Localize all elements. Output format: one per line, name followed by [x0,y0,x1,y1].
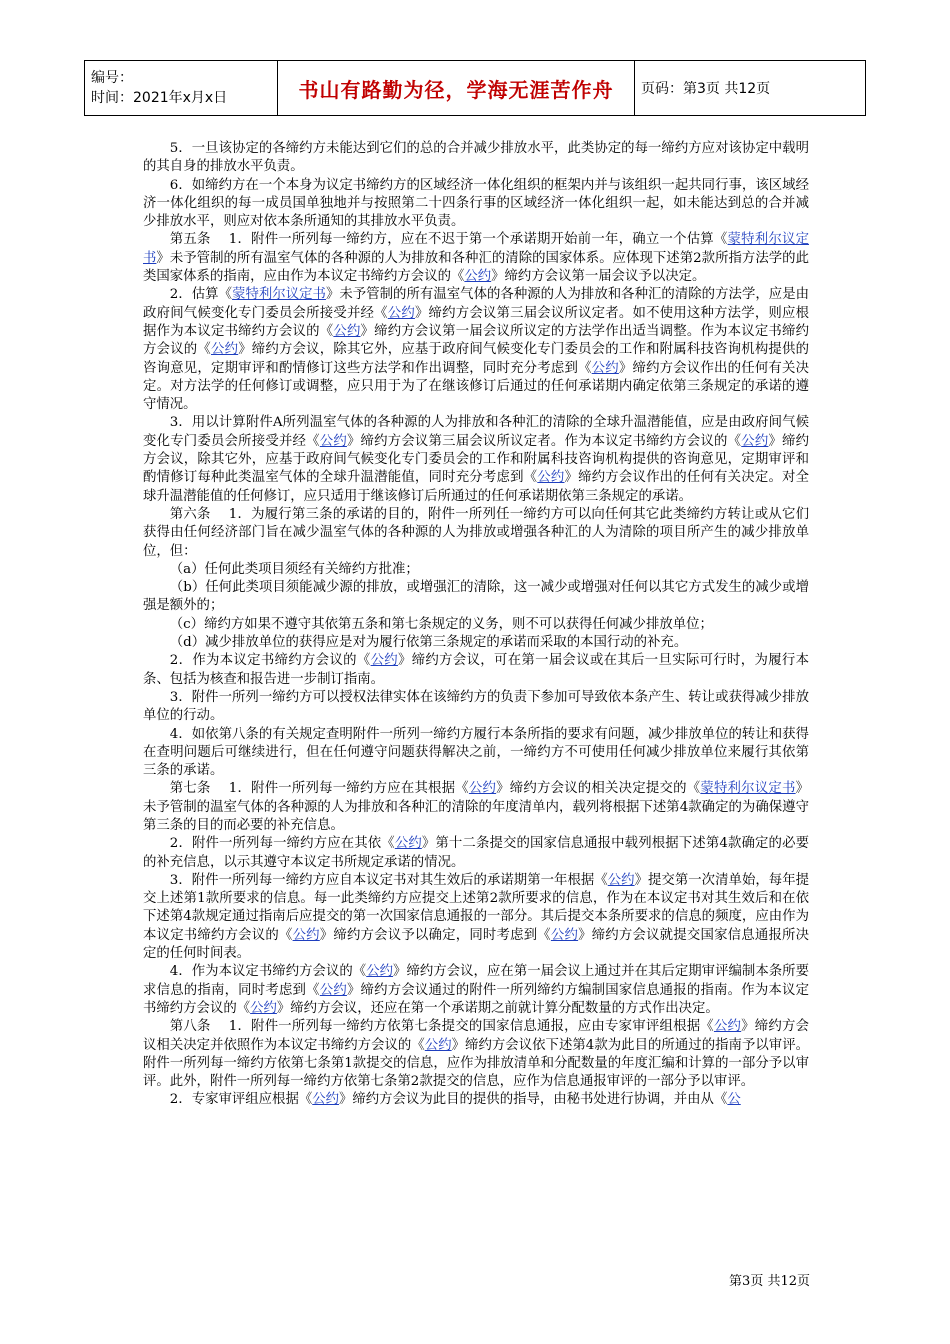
paragraph-text: 》未予管制的所有温室气体的各种源的人为排放和各种汇的清除的方法学，应是由政府间气候变化专门委员会所接受并经《 [143,287,810,321]
paragraph-text: （c）缔约方如果不遵守其依第五条和第七条规定的义务，则不可以获得任何减少排放单位； [169,616,713,632]
paragraph-text: 》缔约方会议依下述第4款为此目的所通过的指南予以审评。附件一所列每一缔约方依第七条第1款提交的信息，应作为排放清单和分配数量的年度汇编和计算的一部分予以审评。此外，附件一所列每一缔约方依第七条第2款提交的信息，应作为信息通报审评的一部分予以审评。 [143,1037,810,1090]
paragraph-text: 》缔约方会议，除其它外，应基于政府间气候变化专门委员会的工作和附属科技咨询机构提供的咨询意见，定期审评和酌情修订这些方法学和作出调整，同时充分考虑到《 [143,342,810,376]
paragraph-text: 3．附件一所列一缔约方可以授权法律实体在该缔约方的负责下参加可导致依本条产生、转让或获得减少排放单位的行动。 [143,689,809,724]
paragraph [143,616,809,634]
paragraph [143,286,809,414]
reference-link[interactable]: 公约 [550,927,579,943]
paragraph [143,1018,809,1091]
paragraph-text: 4．作为本议定书缔约方会议的《 [169,964,367,980]
reference-link[interactable]: 公约 [468,781,497,797]
reference-link[interactable]: 公约 [387,305,415,321]
paragraph [143,634,809,652]
paragraph [143,140,809,177]
reference-link[interactable]: 公约 [319,982,347,998]
paragraph [143,579,809,616]
paragraph [143,231,809,286]
reference-link[interactable]: 公约 [312,1092,340,1108]
paragraph-text: 》缔约方会议，可在第一届会议或在其后一旦实际可行时，为履行本条、包括为核查和报告进一步制订指南。 [143,653,810,687]
paragraph-text: 6．如缔约方在一个本身为议定书缔约方的区域经济一体化组织的框架内并与该组织一起共同行事，该区域经济一体化组织的每一成员国单独地并与按照第二十四条行事的区域经济一体化组织一起，如未能达到总的合并减少排放水平，则应对依本条所通知的其排放水平负责。 [143,177,809,230]
paragraph [143,506,809,561]
reference-link[interactable]: 公约 [713,1019,742,1035]
paragraph-text: 3．用以计算附件A所列温室气体的各种源的人为排放和各种汇的清除的全球升温潜能值，应是由政府间气候变化专门委员会所接受并经《 [143,415,809,449]
page-footer: 第3页 共12页 [729,1274,810,1289]
paragraph-text: 》缔约方会议就提交国家信息通报所决定的任何时间表。 [143,927,810,962]
paragraph-text: 》缔约方会议予以确定，同时考虑到《 [319,927,551,943]
paragraph [143,835,809,872]
paragraph-text: 》缔约方会议，除其它外，应基于政府间气候变化专门委员会的工作和附属科技咨询机构提供的咨询意见，定期审评和酌情修订每种此类温室气体的全球升温潜能值，同时充分考虑到《 [143,433,810,486]
paragraph-text: 》缔约方会议第三届会议所议定者。作为本议定书缔约方会议的《 [346,433,742,449]
paragraph-text: 3．附件一所列每一缔约方应自本议定书对其生效后的承诺期第一年根据《 [169,872,608,888]
paragraph-text: 》缔约方会议，应在第一届会议上通过并在其后定期审评编制本条所要求信息的指南，同时考虑到《 [143,964,809,998]
paragraph-text: 》未予管制的所有温室气体的各种源的人为排放和各种汇的清除的国家体系。应体现下述第2款所指方法学的此类国家体系的指南，应由作为本议定书缔约方会议的《 [143,250,809,285]
paragraph-text: （d）减少排放单位的获得应是对为履行依第三条规定的承诺而采取的本国行动的补充。 [169,635,688,651]
header-slogan: 书山有路勤为径，学海无涯苦作舟 [278,61,635,116]
header-page-info: 页码：第3页 共12页 [635,61,866,116]
paragraph [143,689,809,726]
paragraph-text: 第八条 1．附件一所列每一缔约方依第七条提交的国家信息通报，应由专家审评组根据《 [169,1019,714,1035]
paragraph [143,561,809,579]
reference-link[interactable]: 公约 [210,342,239,358]
reference-link[interactable]: 公约 [366,964,394,980]
paragraph-text: 2．估算《 [169,287,233,303]
paragraph [143,872,809,963]
paragraph-text: 》缔约方会议第三届会议所议定者。如不使用这种方法学，则应根据作为本议定书缔约方会议的《 [143,305,810,339]
paragraph [143,414,809,505]
document-body [143,140,809,1110]
paragraph-text: 2．附件一所列每一缔约方应在其依《 [169,836,395,852]
paragraph [143,780,809,835]
reference-link[interactable]: 蒙特利尔议定书 [232,287,326,303]
paragraph-text: 第五条 1．附件一所列每一缔约方，应在不迟于第一个承诺期开始前一年，确立一个估算《 [169,232,728,248]
paragraph-text: 》缔约方会议通过的附件一所列缔约方编制国家信息通报的指南。作为本议定书缔约方会议的《 [143,982,810,1016]
paragraph-text: 》缔约方会议第一届会议所议定的方法学作出适当调整。作为本议定书缔约方会议的《 [143,323,810,358]
paragraph [143,652,809,689]
reference-link[interactable]: 公约 [464,269,492,285]
paragraph [143,1091,809,1109]
paragraph-text: 第七条 1．附件一所列每一缔约方应在其根据《 [169,781,469,797]
paragraph-text: 》未予管制的温室气体的各种源的人为排放和各种汇的清除的年度清单内，载列将根据下述第4款确定的为确保遵守第三条的目的而必要的补充信息。 [143,781,810,833]
paragraph-text: 4．如依第八条的有关规定查明附件一所列一缔约方履行本条所指的要求有问题，减少排放单位的转让和获得在查明问题后可继续进行，但在任何遵守问题获得解决之前，一缔约方不可使用任何减少排放单位来履行其依第三条的承诺。 [143,726,809,779]
reference-link[interactable]: 公约 [741,433,769,449]
paragraph-text: 2．专家审评组应根据《 [169,1092,313,1108]
reference-link[interactable]: 公约 [424,1037,452,1053]
header-left-cell [85,61,278,116]
reference-link[interactable]: 公约 [591,360,619,376]
reference-link[interactable]: 公约 [250,1000,277,1016]
reference-link[interactable]: 蒙特利尔议定书 [143,232,810,266]
header-table [84,60,866,116]
paragraph-text: （a）任何此类项目须经有关缔约方批准； [169,561,419,577]
paragraph-text: 》缔约方会议作出的任何有关决定。对方法学的任何修订或调整，应只用于为了在继该修订后通过的任何承诺期内确定依第三条规定的承诺的遵守情况。 [143,360,810,413]
reference-link[interactable]: 公约 [607,872,635,888]
paragraph [143,963,809,1018]
paragraph-text: 》缔约方会议的相关决定提交的《 [496,781,701,797]
paragraph-text: 5．一旦该协定的各缔约方未能达到它们的总的合并减少排放水平，此类协定的每一缔约方应对该协定中载明的其自身的排放水平负责。 [143,141,809,175]
paragraph-text: 》缔约方会议，还应在第一个承诺期之前就计算分配数量的方式作出决定。 [276,1000,719,1016]
paragraph-text: 》缔约方会议为此目的提供的指导，由秘书处进行协调，并由从《 [339,1092,728,1108]
reference-link[interactable]: 公约 [333,323,361,339]
reference-link[interactable]: 公约 [292,927,320,943]
time-label: 时间：2021年x月x日 [91,90,228,106]
paragraph [143,726,809,781]
paragraph-text: 》缔约方会议作出的任何有关决定。对全球升温潜能值的任何修订，应只适用于继该修订后所通过的任何承诺期依第三条规定的承诺。 [143,470,810,504]
reference-link[interactable]: 公约 [537,470,565,486]
paragraph-text: 》第十二条提交的国家信息通报中载列根据下述第4款确定的必要的补充信息，以示其遵守本议定书所规定承诺的情况。 [143,836,809,870]
paragraph-text: 》缔约方会议第一届会议予以决定。 [491,269,706,285]
paragraph-text: 》缔约方会议相关决定并依照作为本议定书缔约方会议的《 [143,1019,810,1053]
reference-link[interactable]: 公约 [394,836,422,852]
reference-link[interactable]: 公 [727,1092,741,1108]
paragraph-text: 》提交第一次清单始，每年提交上述第1款所要求的信息。每一此类缔约方应提交上述第2款所要求的信息，作为在本议定书对其生效后和在依下述第4款规定通过指南后应提交的第一次国家信息通报的一部分。其后提交本条所要求的信息的频度，应由作为本议定书缔约方会议的《 [143,872,810,943]
paragraph-text: 第六条 1．为履行第三条的承诺的目的，附件一所列任一缔约方可以向任何其它此类缔约方转让或从它们获得由任何经济部门旨在减少温室气体的各种源的人为排放或增强各种汇的人为清除的项目所产生的减少排放单位，但： [143,506,809,559]
paragraph-text: （b）任何此类项目须能减少源的排放，或增强汇的清除，这一减少或增强对任何以其它方式发生的减少或增强是额外的； [143,580,809,614]
number-label: 编号： [91,70,133,86]
paragraph-text: 2．作为本议定书缔约方会议的《 [169,653,371,669]
reference-link[interactable]: 蒙特利尔议定书 [700,781,796,797]
reference-link[interactable]: 公约 [319,433,347,449]
reference-link[interactable]: 公约 [370,653,399,669]
paragraph [143,177,809,232]
